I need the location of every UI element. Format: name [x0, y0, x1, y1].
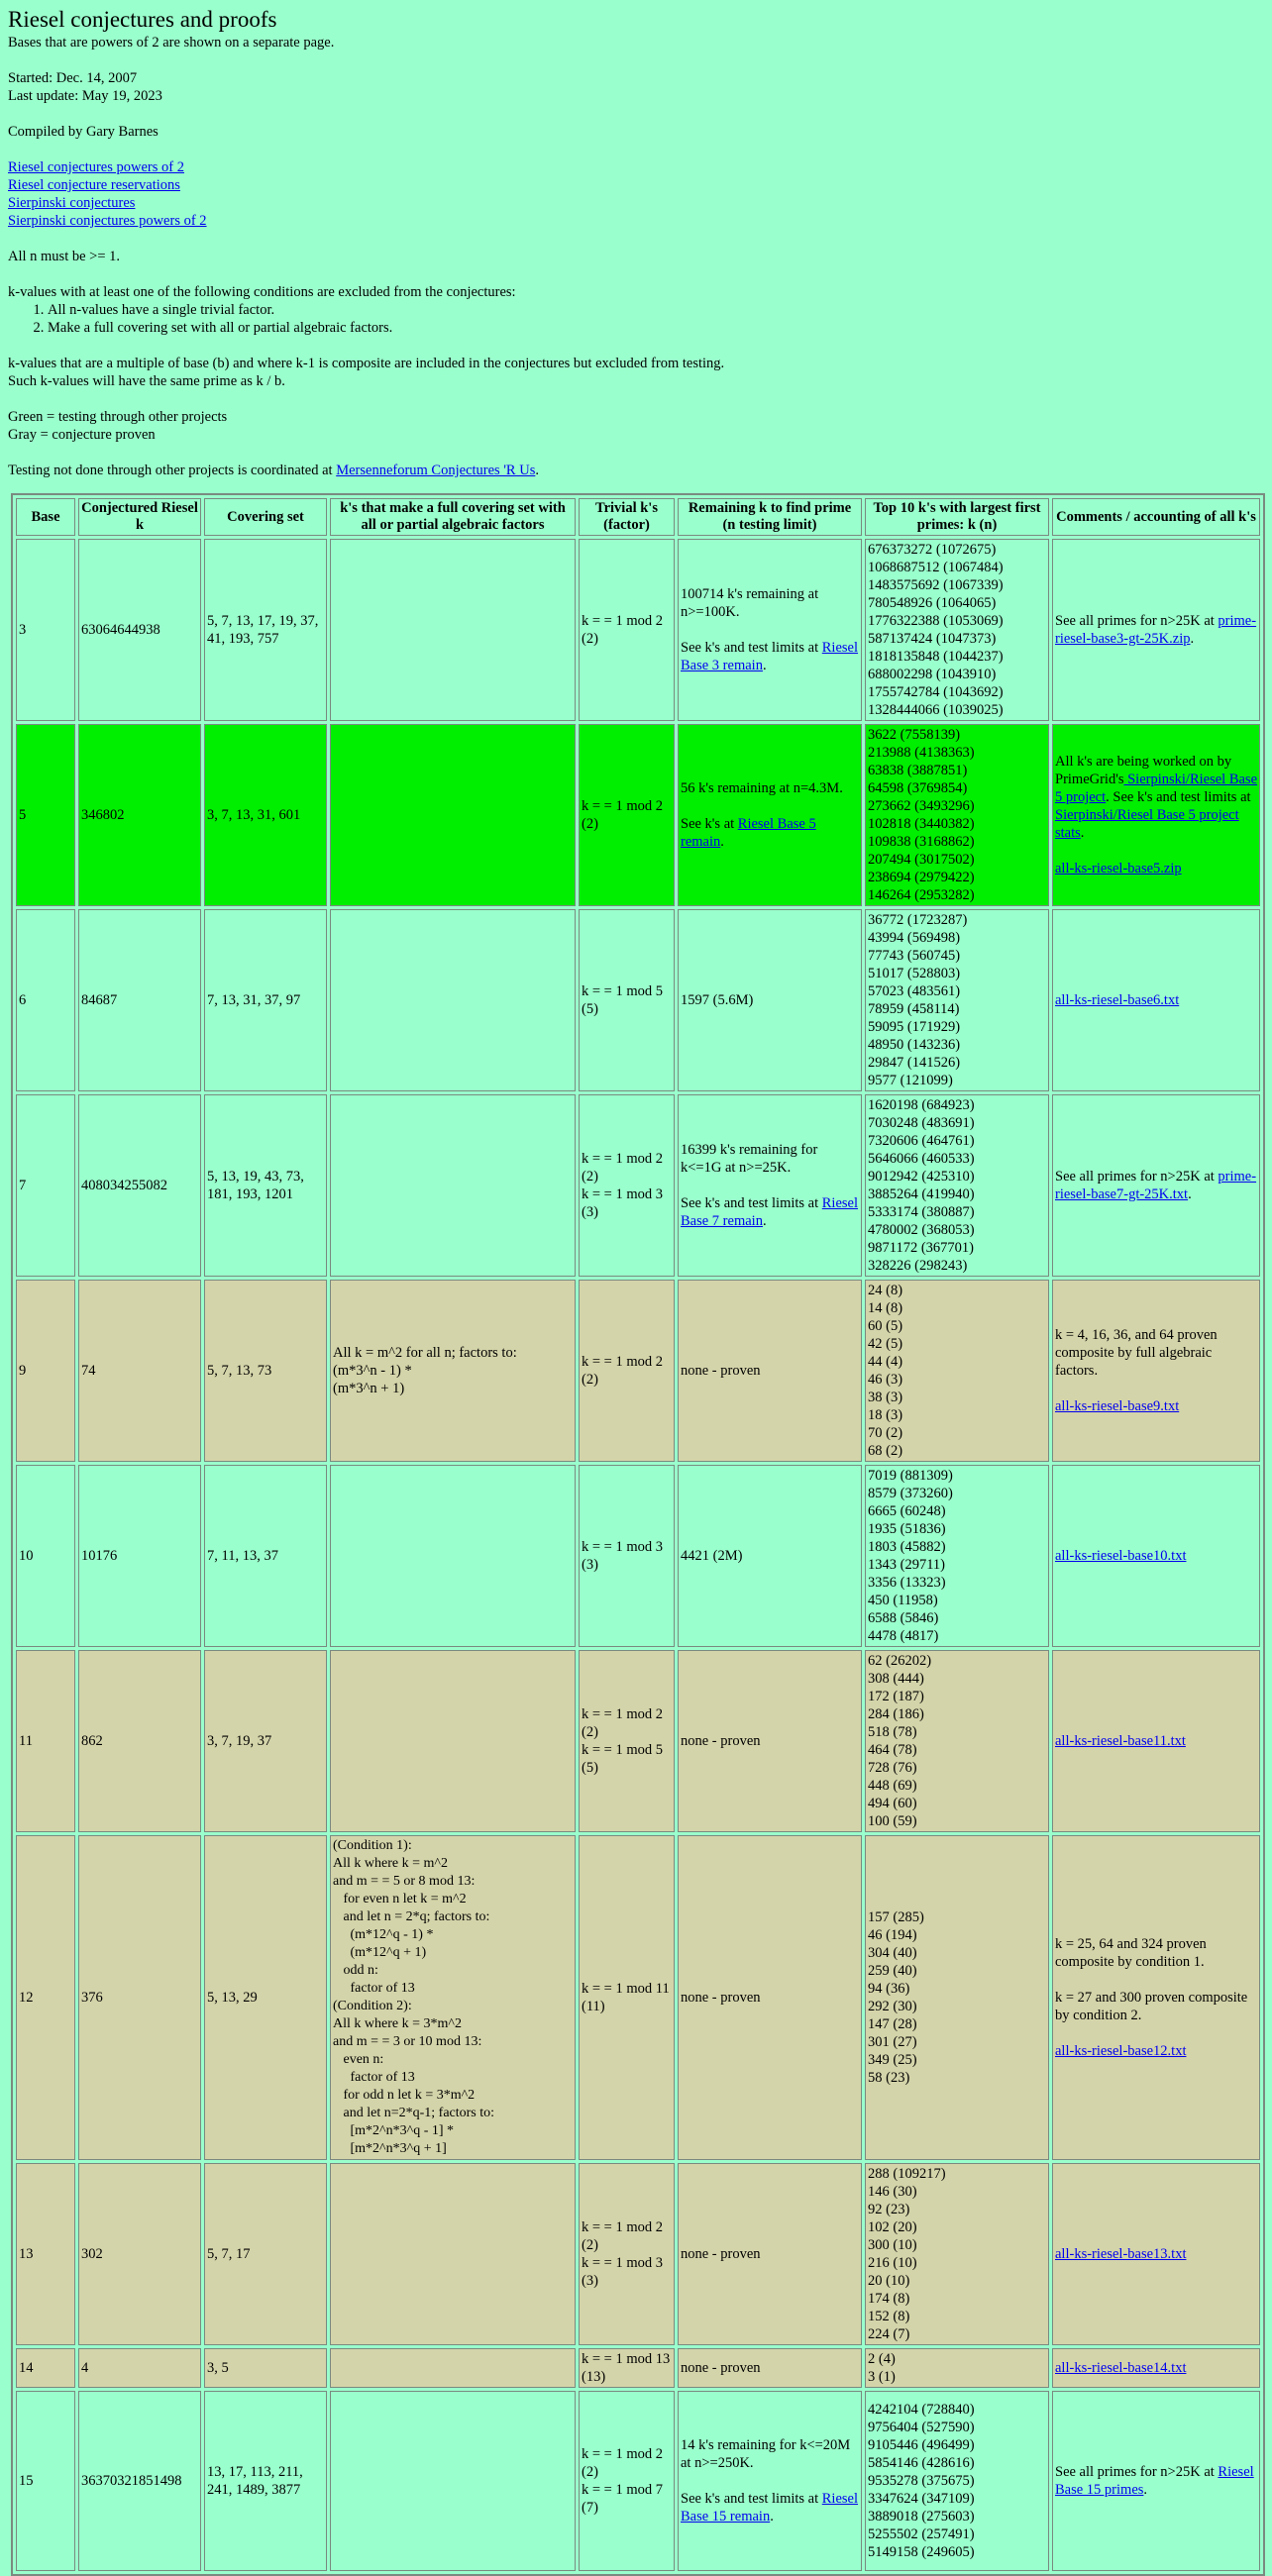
cell-algebraic	[330, 1094, 576, 1277]
header-conjectured-k: Conjectured Riesel k	[78, 498, 201, 536]
table-row	[16, 1835, 1260, 2160]
link-project-stats[interactable]: Sierpinski/Riesel Base 5 project stats	[1055, 807, 1239, 841]
cell-comments	[1052, 909, 1260, 1091]
gray-legend: Gray = conjecture proven	[8, 427, 156, 443]
cell-conjectured-k: 10176	[78, 1465, 201, 1647]
cell-trivial: k = = 1 mod 13 (13)	[579, 2348, 675, 2388]
multiple-rule: k-values that are a multiple of base (b) and where k-1 is composite are included in the conjectures but excluded from testing.	[8, 356, 725, 371]
green-legend: Green = testing through other projects	[8, 409, 228, 425]
link-all-ks-file[interactable]: all-ks-riesel-base12.txt	[1055, 2043, 1187, 2059]
header-top10: Top 10 k's with largest first primes: k (n)	[865, 498, 1049, 536]
link-all-ks-file[interactable]: all-ks-riesel-base13.txt	[1055, 2246, 1187, 2262]
cell-base: 9	[16, 1280, 75, 1462]
cell-algebraic	[330, 909, 576, 1091]
cell-top10: 676373272 (1072675) 1068687512 (1067484) 1483575692 (1067339) 780548926 (1064065) 1776322388 (1053069) 587137424 (1047373) 1818135848 (1044237) 688002298 (1043910) 1755742784 (1043692) 1328444066 (1039025)	[865, 539, 1049, 721]
cell-top10: 24 (8) 14 (8) 60 (5) 42 (5) 44 (4) 46 (3) 38 (3) 18 (3) 70 (2) 68 (2)	[865, 1280, 1049, 1462]
cell-covering-set: 5, 7, 17	[204, 2163, 327, 2345]
cell-comments: See all primes for n>25K at prime-riesel-base3-gt-25K.zip.	[1052, 539, 1260, 721]
cell-base: 13	[16, 2163, 75, 2345]
cell-top10: 36772 (1723287) 43994 (569498) 77743 (560745) 51017 (528803) 57023 (483561) 78959 (458114) 59095 (171929) 48950 (143236) 29847 (141526) 9577 (121099)	[865, 909, 1049, 1091]
cell-covering-set: 5, 13, 19, 43, 73, 181, 193, 1201	[204, 1094, 327, 1277]
link-remain[interactable]: Riesel Base 5 remain	[681, 816, 816, 850]
cell-base: 10	[16, 1465, 75, 1647]
cell-conjectured-k: 862	[78, 1650, 201, 1832]
cell-algebraic	[330, 724, 576, 906]
cell-comments: k = 25, 64 and 324 proven composite by condition 1. k = 27 and 300 proven composite by condition 2. all-ks-riesel-base12.txt	[1052, 1835, 1260, 2160]
table-row	[16, 1650, 1260, 1832]
cell-comments	[1052, 1465, 1260, 1647]
excluded-item: 1. All n-values have a single trivial factor.	[48, 301, 1264, 319]
link-remain[interactable]: Riesel Base 7 remain	[681, 1195, 859, 1229]
header-covering-set: Covering set	[204, 498, 327, 536]
cell-algebraic: All k = m^2 for all n; factors to: (m*3^n - 1) * (m*3^n + 1)	[330, 1280, 576, 1462]
link-all-ks-file[interactable]: all-ks-riesel-base9.txt	[1055, 1398, 1180, 1414]
cell-trivial: k = = 1 mod 2 (2) k = = 1 mod 3 (3)	[579, 2163, 675, 2345]
cell-covering-set: 5, 7, 13, 73	[204, 1280, 327, 1462]
cell-conjectured-k: 84687	[78, 909, 201, 1091]
link-primes-file[interactable]: prime-riesel-base3-gt-25K.zip	[1055, 613, 1257, 647]
page-title: Riesel conjectures and proofs	[8, 7, 277, 32]
cell-covering-set: 3, 7, 19, 37	[204, 1650, 327, 1832]
cell-comments: All k's are being worked on by PrimeGrid's Sierpinski/Riesel Base 5 project. See k's and test limits at Sierpinski/Riesel Base 5 project stats. all-ks-riesel-base5.zip	[1052, 724, 1260, 906]
link-remain[interactable]: Riesel Base 15 remain	[681, 2491, 859, 2524]
n-rule: All n must be >= 1.	[8, 249, 121, 264]
cell-trivial: k = = 1 mod 2 (2) k = = 1 mod 7 (7)	[579, 2391, 675, 2571]
cell-comments: See all primes for n>25K at Riesel Base 15 primes.	[1052, 2391, 1260, 2571]
cell-conjectured-k: 408034255082	[78, 1094, 201, 1277]
cell-base: 15	[16, 2391, 75, 2571]
cell-base: 7	[16, 1094, 75, 1277]
link-primes-file[interactable]: Riesel Base 15 primes	[1055, 2464, 1254, 2498]
cell-top10: 7019 (881309) 8579 (373260) 6665 (60248) 1935 (51836) 1803 (45882) 1343 (29711) 3356 (13323) 450 (11958) 6588 (5846) 4478 (4817)	[865, 1465, 1049, 1647]
link-all-ks-file[interactable]: all-ks-riesel-base6.txt	[1055, 992, 1180, 1008]
header-remaining: Remaining k to find prime (n testing limit)	[678, 498, 862, 536]
cell-top10: 3622 (7558139) 213988 (4138363) 63838 (3887851) 64598 (3769854) 273662 (3493296) 102818 (3440382) 109838 (3168862) 207494 (3017502) 238694 (2979422) 146264 (2953282)	[865, 724, 1049, 906]
link-all-ks-file[interactable]: all-ks-riesel-base14.txt	[1055, 2360, 1187, 2376]
header-base: Base	[16, 498, 75, 536]
cell-top10: 2 (4) 3 (1)	[865, 2348, 1049, 2388]
link-riesel-reservations[interactable]: Riesel conjecture reservations	[8, 177, 180, 193]
cell-conjectured-k: 302	[78, 2163, 201, 2345]
cell-remaining: 14 k's remaining for k<=20M at n>=250K. See k's and test limits at Riesel Base 15 remain.	[678, 2391, 862, 2571]
link-mersenneforum[interactable]: Mersenneforum Conjectures 'R Us	[336, 463, 536, 478]
cell-comments: k = 4, 16, 36, and 64 proven composite by full algebraic factors. all-ks-riesel-base9.txt	[1052, 1280, 1260, 1462]
started-date: Started: Dec. 14, 2007	[8, 70, 138, 86]
cell-top10: 62 (26202) 308 (444) 172 (187) 284 (186) 518 (78) 464 (78) 728 (76) 448 (69) 494 (60) 100 (59)	[865, 1650, 1049, 1832]
table-row	[16, 1280, 1260, 1462]
cell-covering-set: 7, 13, 31, 37, 97	[204, 909, 327, 1091]
table-row	[16, 2163, 1260, 2345]
cell-trivial: k = = 1 mod 2 (2)	[579, 539, 675, 721]
powers-note: Bases that are powers of 2 are shown on a separate page.	[8, 35, 335, 51]
table-row	[16, 2391, 1260, 2571]
cell-algebraic	[330, 2163, 576, 2345]
cell-comments	[1052, 2348, 1260, 2388]
cell-trivial: k = = 1 mod 2 (2)	[579, 1280, 675, 1462]
cell-conjectured-k: 346802	[78, 724, 201, 906]
cell-conjectured-k: 74	[78, 1280, 201, 1462]
cell-comments	[1052, 1650, 1260, 1832]
cell-comments: See all primes for n>25K at prime-riesel-base7-gt-25K.txt.	[1052, 1094, 1260, 1277]
cell-trivial: k = = 1 mod 11 (11)	[579, 1835, 675, 2160]
link-primegrid-project[interactable]: Sierpinski/Riesel Base 5 project	[1055, 772, 1257, 805]
header-comments: Comments / accounting of all k's	[1052, 498, 1260, 536]
cell-comments	[1052, 2163, 1260, 2345]
compiled-by: Compiled by Gary Barnes	[8, 124, 159, 140]
cell-top10: 4242104 (728840) 9756404 (527590) 9105446 (496499) 5854146 (428616) 9535278 (375675) 3347624 (347109) 3889018 (275603) 5255502 (257491) 5149158 (249605)	[865, 2391, 1049, 2571]
table-row	[16, 1094, 1260, 1277]
cell-base: 11	[16, 1650, 75, 1832]
excluded-list	[8, 301, 1264, 337]
cell-remaining: none - proven	[678, 2348, 862, 2388]
link-all-ks-file[interactable]: all-ks-riesel-base11.txt	[1055, 1733, 1186, 1749]
table-row	[16, 724, 1260, 906]
link-sierpinski-powers-of-2[interactable]: Sierpinski conjectures powers of 2	[8, 213, 207, 229]
cell-trivial: k = = 1 mod 2 (2) k = = 1 mod 3 (3)	[579, 1094, 675, 1277]
nav-links	[8, 158, 1264, 230]
cell-algebraic	[330, 2348, 576, 2388]
last-update-date: Last update: May 19, 2023	[8, 88, 162, 104]
link-remain[interactable]: Riesel Base 3 remain	[681, 640, 859, 673]
cell-algebraic: (Condition 1): All k where k = m^2 and m = = 5 or 8 mod 13: for even n let k = m^2 and let n = 2*q; factors to: (m*12^q - 1) * (m*12^q + 1) odd n: factor of 13 (Condition 2): All k where k = 3*m^2 and m = = 3 or 10 mod 13: even n: factor of 13 for odd n let k = 3*m^2 and let n=2*q-1; factors to: [m*2^n*3^q - 1] * [m*2^n*3^q + 1]	[330, 1835, 576, 2160]
table-row	[16, 539, 1260, 721]
cell-trivial: k = = 1 mod 2 (2) k = = 1 mod 5 (5)	[579, 1650, 675, 1832]
cell-trivial: k = = 1 mod 2 (2)	[579, 724, 675, 906]
cell-remaining: 4421 (2M)	[678, 1465, 862, 1647]
cell-covering-set: 3, 7, 13, 31, 601	[204, 724, 327, 906]
cell-base: 3	[16, 539, 75, 721]
cell-remaining: none - proven	[678, 1835, 862, 2160]
cell-algebraic	[330, 1650, 576, 1832]
cell-covering-set: 7, 11, 13, 37	[204, 1465, 327, 1647]
table-header-row	[16, 498, 1260, 536]
cell-remaining: 56 k's remaining at n=4.3M. See k's at Riesel Base 5 remain.	[678, 724, 862, 906]
cell-algebraic	[330, 539, 576, 721]
cell-remaining: none - proven	[678, 1280, 862, 1462]
cell-covering-set: 5, 7, 13, 17, 19, 37, 41, 193, 757	[204, 539, 327, 721]
cell-conjectured-k: 36370321851498	[78, 2391, 201, 2571]
cell-algebraic	[330, 2391, 576, 2571]
cell-remaining: none - proven	[678, 1650, 862, 1832]
cell-conjectured-k: 376	[78, 1835, 201, 2160]
link-primes-file[interactable]: prime-riesel-base7-gt-25K.txt	[1055, 1169, 1257, 1202]
excluded-intro: k-values with at least one of the following conditions are excluded from the conjectures:	[8, 284, 516, 300]
cell-base: 12	[16, 1835, 75, 2160]
cell-algebraic	[330, 1465, 576, 1647]
multiple-rule-note: Such k-values will have the same prime as k / b.	[8, 373, 285, 389]
link-all-ks-file[interactable]: all-ks-riesel-base10.txt	[1055, 1548, 1187, 1564]
conjectures-table	[11, 493, 1265, 2576]
cell-base: 5	[16, 724, 75, 906]
table-row	[16, 909, 1260, 1091]
excluded-item: 2. Make a full covering set with all or partial algebraic factors.	[48, 319, 1264, 337]
cell-base: 6	[16, 909, 75, 1091]
table-row	[16, 2348, 1260, 2388]
cell-trivial: k = = 1 mod 3 (3)	[579, 1465, 675, 1647]
cell-covering-set: 3, 5	[204, 2348, 327, 2388]
cell-base: 14	[16, 2348, 75, 2388]
cell-top10: 288 (109217) 146 (30) 92 (23) 102 (20) 300 (10) 216 (10) 20 (10) 174 (8) 152 (8) 224 (7)	[865, 2163, 1049, 2345]
cell-conjectured-k: 63064644938	[78, 539, 201, 721]
header-trivial: Trivial k's (factor)	[579, 498, 675, 536]
table-row	[16, 1465, 1260, 1647]
link-riesel-powers-of-2[interactable]: Riesel conjectures powers of 2	[8, 159, 184, 175]
cell-conjectured-k: 4	[78, 2348, 201, 2388]
link-all-ks-file[interactable]: all-ks-riesel-base5.zip	[1055, 861, 1182, 876]
header-algebraic-factors: k's that make a full covering set with all or partial algebraic factors	[330, 498, 576, 536]
cell-remaining: 1597 (5.6M)	[678, 909, 862, 1091]
cell-trivial: k = = 1 mod 5 (5)	[579, 909, 675, 1091]
cell-top10: 157 (285) 46 (194) 304 (40) 259 (40) 94 (36) 292 (30) 147 (28) 301 (27) 349 (25) 58 (23)	[865, 1835, 1049, 2160]
coordination-note: Testing not done through other projects is coordinated at Mersenneforum Conjectures 'R Us.	[8, 463, 539, 478]
cell-top10: 1620198 (684923) 7030248 (483691) 7320606 (464761) 5646066 (460533) 9012942 (425310) 3885264 (419940) 5333174 (380887) 4780002 (368053) 9871172 (367701) 328226 (298243)	[865, 1094, 1049, 1277]
cell-remaining: 16399 k's remaining for k<=1G at n>=25K. See k's and test limits at Riesel Base 7 remain.	[678, 1094, 862, 1277]
link-sierpinski-conjectures[interactable]: Sierpinski conjectures	[8, 195, 136, 211]
cell-remaining: 100714 k's remaining at n>=100K. See k's and test limits at Riesel Base 3 remain.	[678, 539, 862, 721]
cell-covering-set: 13, 17, 113, 211, 241, 1489, 3877	[204, 2391, 327, 2571]
cell-remaining: none - proven	[678, 2163, 862, 2345]
cell-covering-set: 5, 13, 29	[204, 1835, 327, 2160]
